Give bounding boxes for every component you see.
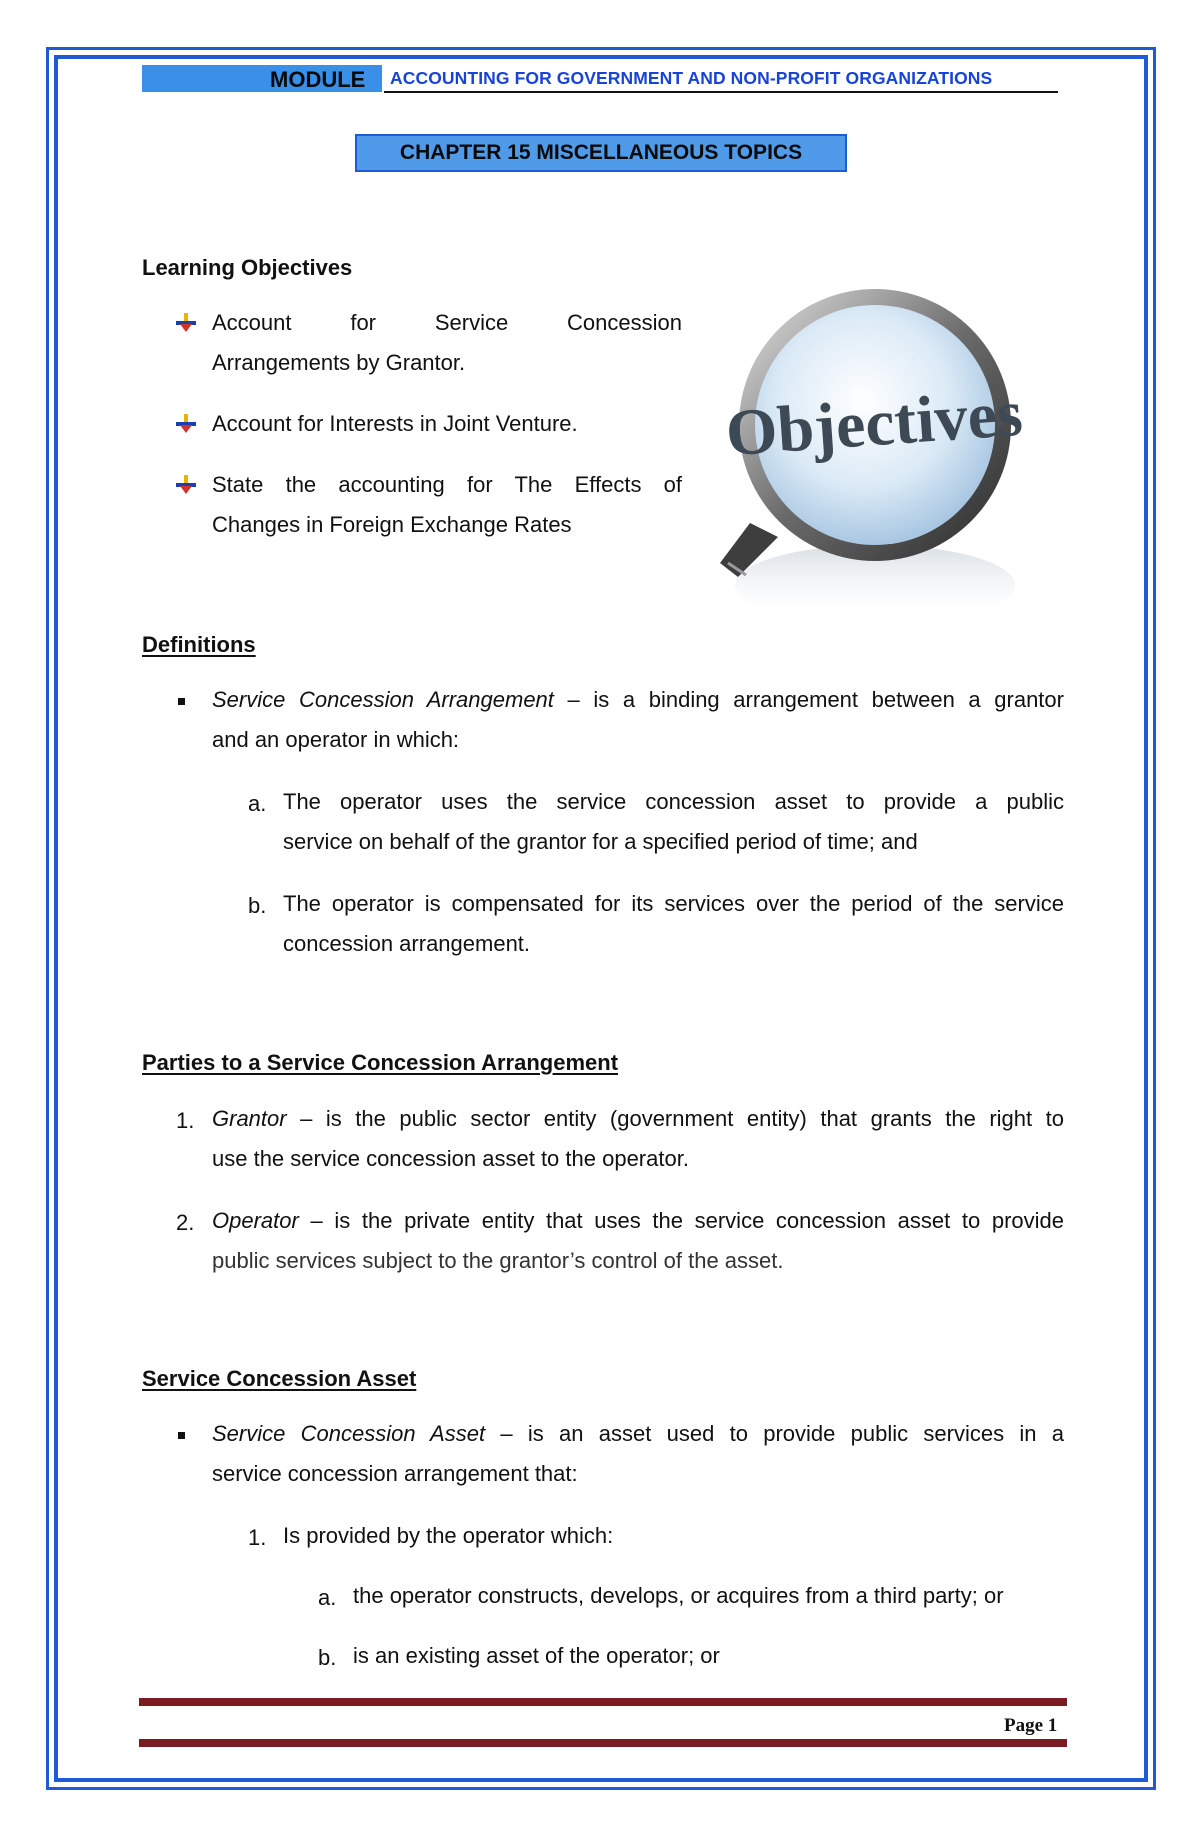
asset-definition-term: Service Concession Asset: [212, 1421, 486, 1446]
definitions-heading: Definitions: [142, 632, 256, 657]
objective-item-3-line1: State the accounting for The Effects of: [212, 472, 682, 497]
footer-rule-top: [139, 1698, 1067, 1706]
arrow-bullet-icon: [175, 474, 197, 496]
objective-item-1-line1: Account for Service Concession: [212, 310, 682, 335]
definition-sca-term: Service Concession Arrangement: [212, 687, 554, 712]
definition-sca-line2: and an operator in which:: [212, 727, 460, 752]
sub-item-b-line2: concession arrangement.: [283, 931, 531, 956]
asset-definition-line1: [212, 1414, 1064, 1454]
sub-item-marker-b: b.: [248, 893, 267, 918]
asset-numbered-item: Is provided by the operator which:: [283, 1523, 614, 1548]
party-grantor-line2: use the service concession asset to the operator.: [212, 1146, 689, 1171]
asset-sub-item-b: is an existing asset of the operator; or: [353, 1643, 720, 1668]
party-marker-2: 2.: [176, 1210, 195, 1235]
parties-heading: Parties to a Service Concession Arrangement: [142, 1050, 619, 1075]
arrow-bullet-icon: [175, 312, 197, 334]
objective-item-2: Account for Interests in Joint Venture.: [212, 411, 578, 436]
party-operator-term: Operator: [212, 1208, 299, 1233]
module-label-box: [142, 65, 382, 92]
asset-numbered-marker: 1.: [248, 1525, 267, 1550]
sub-item-b-line1: The operator is compensated for its services over the period of the service: [283, 891, 1064, 916]
header-underline: [384, 91, 1058, 93]
party-operator-text: – is the private entity that uses the service concession asset to provide: [298, 1208, 1064, 1233]
party-operator-line1: [212, 1201, 1064, 1241]
arrow-bullet-icon: [175, 413, 197, 435]
objectives-magnifier-image: [700, 285, 1040, 655]
party-grantor-text: – is the public sector entity (government entity) that grants the right to: [286, 1106, 1064, 1131]
objectives-image-label: Objectives: [723, 376, 1025, 471]
party-marker-1: 1.: [176, 1108, 195, 1133]
party-operator-line2: public services subject to the grantor’s control of the asset.: [212, 1248, 784, 1273]
asset-sub-marker-b: b.: [318, 1645, 337, 1670]
module-title: ACCOUNTING FOR GOVERNMENT AND NON-PROFIT ORGANIZATIONS: [390, 68, 993, 88]
asset-sub-marker-a: a.: [318, 1585, 337, 1610]
definition-sca-line1: [212, 680, 1064, 720]
asset-definition-text: – is an asset used to provide public services in a: [485, 1421, 1064, 1446]
sub-item-a-line2: service on behalf of the grantor for a specified period of time; and: [283, 829, 918, 854]
footer-rule-bottom: [139, 1739, 1067, 1747]
chapter-title-box: [355, 134, 847, 172]
chapter-title: CHAPTER 15 MISCELLANEOUS TOPICS: [399, 141, 803, 164]
square-bullet: [178, 1432, 185, 1439]
asset-sub-item-a: the operator constructs, develops, or acquires from a third party; or: [353, 1583, 1004, 1608]
objective-item-3-line2: Changes in Foreign Exchange Rates: [212, 512, 572, 537]
objective-item-1-line2: Arrangements by Grantor.: [212, 350, 466, 375]
sub-item-a-line1: The operator uses the service concession asset to provide a public: [283, 789, 1064, 814]
square-bullet: [178, 698, 185, 705]
definition-sca-text: – is a binding arrangement between a grantor: [553, 687, 1064, 712]
party-grantor-term: Grantor: [212, 1106, 287, 1131]
asset-heading: Service Concession Asset: [142, 1366, 417, 1391]
asset-definition-line2: service concession arrangement that:: [212, 1461, 578, 1486]
page-number: Page 1: [1004, 1715, 1058, 1736]
module-label: MODULE: [270, 67, 366, 92]
sub-item-marker-a: a.: [248, 791, 267, 816]
party-grantor-line1: [212, 1099, 1064, 1139]
objectives-heading: Learning Objectives: [142, 255, 353, 280]
